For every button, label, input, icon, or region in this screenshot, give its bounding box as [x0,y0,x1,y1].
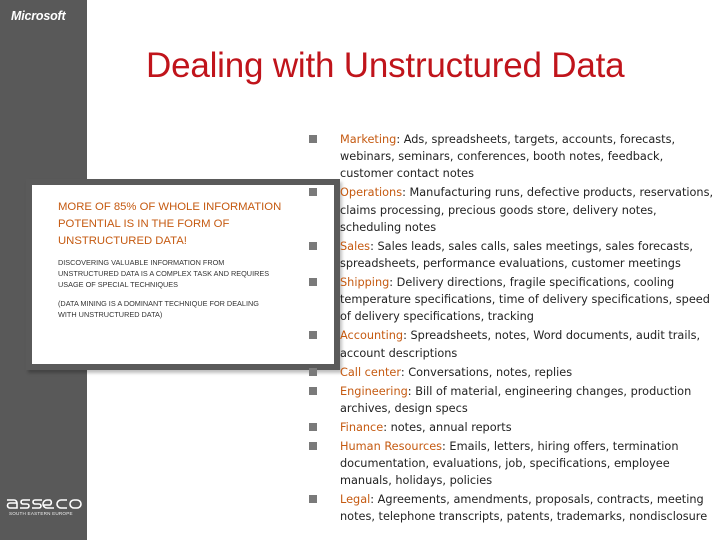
item-label: Engineering [340,384,408,398]
square-bullet-icon [309,331,317,339]
square-bullet-icon [309,278,317,286]
item-text: : Delivery directions, fragile specifications, cooling temperature specifications, time of delivery specifications, speed of delivery specifications, tracking [340,276,710,324]
asseco-wordmark-icon [4,496,84,510]
item-text: : notes, annual reports [383,420,512,434]
square-bullet-icon [309,135,317,143]
square-bullet-icon [309,442,317,450]
microsoft-logo: Microsoft [11,9,66,23]
item-text: : Emails, letters, hiring offers, termination documentation, evaluations, job, specifications, employee manuals, holidays, policies [340,439,679,488]
square-bullet-icon [309,368,317,376]
item-text: : Manufacturing runs, defective products, reservations, claims processing, precious goods store, delivery notes, scheduling notes [340,186,714,234]
item-label: Operations [340,186,403,200]
item-text: : Conversations, notes, replies [400,365,573,379]
item-label: Shipping [340,276,390,290]
item-text: : Bill of material, engineering changes, production archives, design specs [340,384,692,415]
square-bullet-icon [309,188,317,196]
department-list [309,131,717,527]
list-item-legal [309,491,717,525]
item-label: Finance [340,420,384,434]
item-label: Sales [340,239,371,253]
item-text: : Agreements, amendments, proposals, contracts, meeting notes, telephone transcripts, patents, trademarks, nondisclosure [340,493,708,524]
list-item-operations [309,184,717,236]
list-item-human-resources [309,438,717,490]
callout-body-2: (DATA MINING IS A DOMINANT TECHNIQUE FOR DEALING WITH UNSTRUCTURED DATA) [58,299,259,319]
list-item-sales [309,238,717,272]
item-label: Marketing [340,133,397,146]
callout-body-1: DISCOVERING VALUABLE INFORMATION FROM UNSTRUCTURED DATA IS A COMPLEX TASK AND REQUIRES USAGE OF SPECIAL TECHNIQUES [58,258,270,289]
square-bullet-icon [309,242,317,250]
callout-headline: MORE OF 85% OF WHOLE INFORMATION POTENTIAL IS IN THE FORM OF UNSTRUCTURED DATA! [58,201,282,247]
list-item-engineering [309,383,717,417]
slide-title: Dealing with Unstructured Data [146,46,625,85]
item-text: : Ads, spreadsheets, targets, accounts, forecasts, webinars, seminars, conferences, booth notes, feedback, customer contact notes [340,133,676,181]
list-item-marketing [309,131,717,183]
square-bullet-icon [309,495,317,503]
list-item-finance [309,419,717,436]
item-label: Call center [340,365,401,379]
item-text: : Sales leads, sales calls, sales meetings, sales forecasts, spreadsheets, performance evaluations, customer meetings [340,239,694,271]
list-item-accounting [309,327,717,361]
asseco-logo [4,496,84,516]
list-item-shipping [309,274,717,326]
item-label: Human Resources [340,439,443,453]
asseco-subtitle: SOUTH EASTERN EUROPE [9,511,73,516]
callout-box [26,179,340,370]
square-bullet-icon [309,387,317,395]
list-item-call-center [309,364,717,381]
square-bullet-icon [309,423,317,431]
item-label: Legal [340,493,371,507]
item-text: : Spreadsheets, notes, Word documents, audit trails, account descriptions [340,329,701,360]
item-label: Accounting [340,329,404,343]
